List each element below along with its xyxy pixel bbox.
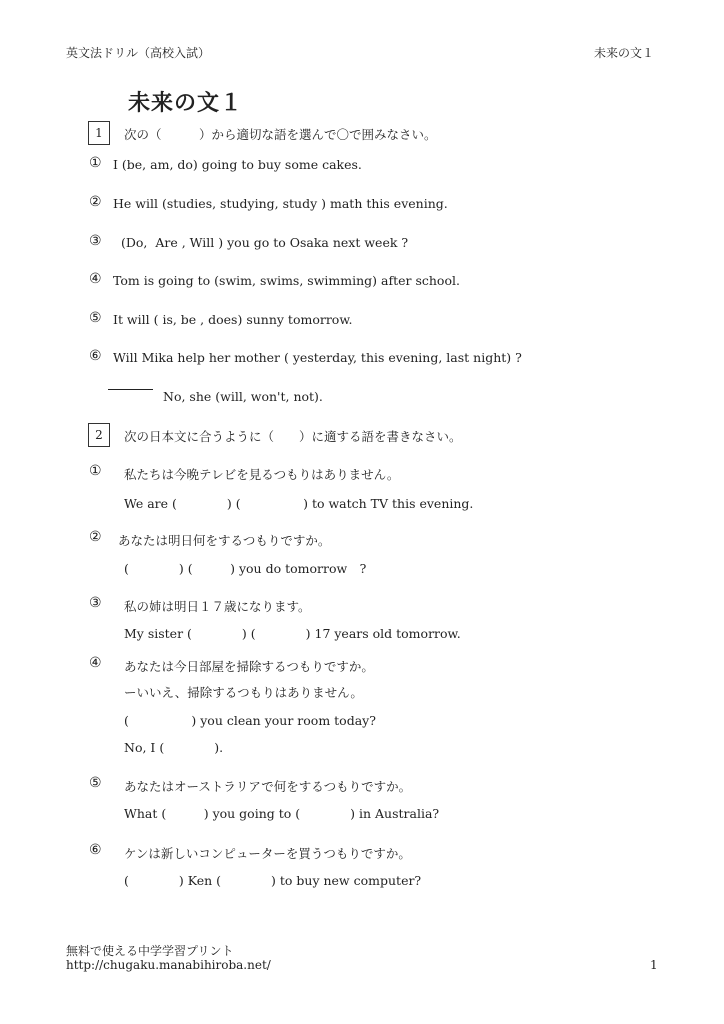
q2-2-mark: ② bbox=[89, 529, 102, 545]
q1-1-text: I (be, am, do) going to buy some cakes. bbox=[113, 157, 362, 172]
q2-6-mark: ⑥ bbox=[89, 842, 102, 858]
q2-4-en: ( ) you clean your room today? bbox=[124, 713, 376, 728]
q2-6-jp: ケンは新しいコンピューターを買うつもりですか。 bbox=[124, 846, 411, 861]
q1-4-mark: ④ bbox=[89, 271, 102, 287]
section2-instruction: 次の日本文に合うように（ ）に適する語を書きなさい。 bbox=[124, 429, 462, 444]
q2-4-mark: ④ bbox=[89, 655, 102, 671]
footer-title: 無料で使える中学学習プリント bbox=[66, 944, 234, 958]
header-right: 未来の文１ bbox=[593, 46, 654, 60]
q1-5-mark: ⑤ bbox=[89, 310, 102, 326]
q2-2-en: ( ) ( ) you do tomorrow ? bbox=[124, 561, 367, 576]
q1-2-mark: ② bbox=[89, 194, 102, 210]
q2-1-jp: 私たちは今晩テレビを見るつもりはありません。 bbox=[124, 467, 400, 482]
section2-number-box: 2 bbox=[88, 423, 110, 447]
section1-instruction: 次の（ ）から適切な語を選んで〇で囲みなさい。 bbox=[124, 127, 437, 142]
section1-number-box: 1 bbox=[88, 121, 110, 145]
page-title: 未来の文１ bbox=[128, 91, 244, 116]
q2-4-en2: No, I ( ). bbox=[124, 740, 224, 755]
q2-5-mark: ⑤ bbox=[89, 775, 102, 791]
q1-3-text: (Do, Are , Will ) you go to Osaka next week ? bbox=[121, 235, 409, 250]
q2-3-mark: ③ bbox=[89, 595, 102, 611]
q1-5-text: It will ( is, be , does) sunny tomorrow. bbox=[113, 312, 353, 327]
q1-6-text: Will Mika help her mother ( yesterday, this evening, last night) ? bbox=[113, 350, 522, 365]
q1-6-mark: ⑥ bbox=[89, 348, 102, 364]
q2-4-jp: あなたは今日部屋を掃除するつもりですか。 bbox=[124, 659, 374, 674]
q1-2-text: He will (studies, studying, study ) math this evening. bbox=[113, 196, 448, 211]
q2-5-jp: あなたはオーストラリアで何をするつもりですか。 bbox=[124, 779, 412, 794]
q1-1-mark: ① bbox=[89, 155, 102, 171]
header-left: 英文法ドリル（高校入試） bbox=[66, 46, 211, 60]
footer-url[interactable]: http://chugaku.manabihiroba.net/ bbox=[66, 958, 271, 972]
q1-4-text: Tom is going to (swim, swims, swimming) after school. bbox=[113, 273, 460, 288]
q2-5-en: What ( ) you going to ( ) in Australia? bbox=[124, 806, 440, 821]
q2-1-en: We are ( ) ( ) to watch TV this evening. bbox=[124, 496, 474, 511]
q1-3-mark: ③ bbox=[89, 233, 102, 249]
answer-blank-line bbox=[108, 389, 153, 390]
q2-3-en: My sister ( ) ( ) 17 years old tomorrow. bbox=[124, 626, 461, 641]
page-number: 1 bbox=[650, 958, 658, 972]
q2-6-en: ( ) Ken ( ) to buy new computer? bbox=[124, 873, 422, 888]
q1-6-answer: No, she (will, won't, not). bbox=[163, 389, 323, 404]
q2-4-jp2: ーいいえ、掃除するつもりはありません。 bbox=[124, 685, 363, 700]
q2-1-mark: ① bbox=[89, 463, 102, 479]
q2-2-jp: あなたは明日何をするつもりですか。 bbox=[118, 533, 331, 548]
q2-3-jp: 私の姉は明日１７歳になります。 bbox=[124, 599, 311, 614]
